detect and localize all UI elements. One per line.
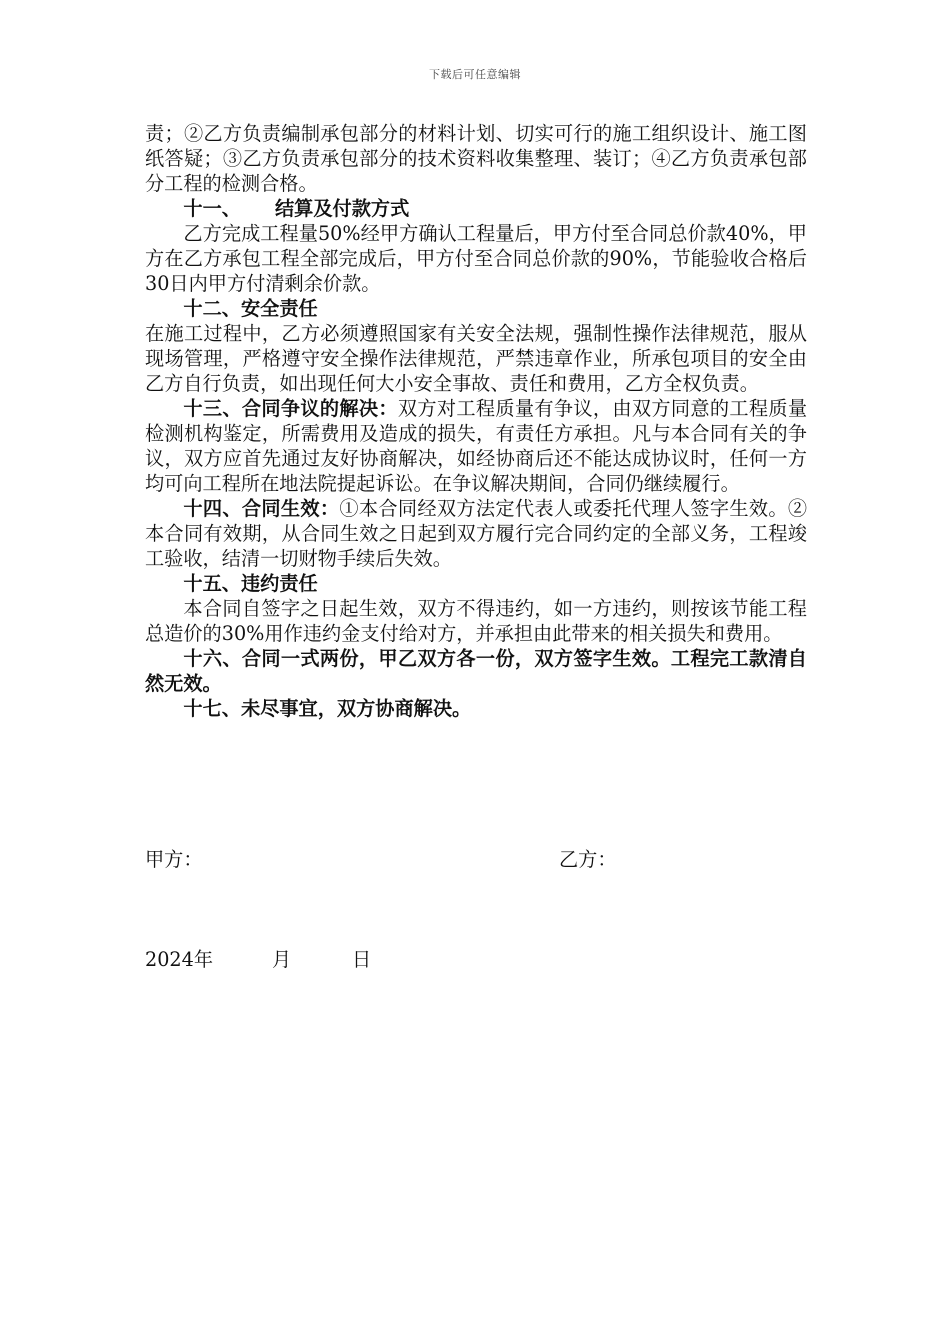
date-year: 2024年: [145, 948, 214, 971]
section-11-title: 结算及付款方式: [274, 197, 410, 220]
section-17: 十七、未尽事宜，双方协商解决。: [183, 697, 472, 720]
section-15-text: 本合同自签字之日起生效，双方不得违约，如一方违约，则按该节能工程总造价的30%用作违约金支付给对方，并承担由此带来的相关损失和费用。: [145, 597, 807, 645]
section-11-text: 乙方完成工程量50%经甲方确认工程量后，甲方付至合同总价款40%，甲方在乙方承包工程全部完成后，甲方付至合同总价款的90%，节能验收合格后30日内甲方付清剩余价款。: [145, 222, 807, 295]
date-day: 日: [352, 948, 372, 971]
contract-body: [145, 121, 807, 721]
section-14-title: 十四、合同生效：: [183, 497, 340, 520]
section-11-number: 十一、: [183, 197, 241, 220]
paragraph-continuation: 责；②乙方负责编制承包部分的材料计划、切实可行的施工组织设计、施工图纸答疑；③乙方负责承包部分的技术资料收集整理、装订；④乙方负责承包部分工程的检测合格。: [145, 122, 807, 195]
section-16: 十六、合同一式两份，甲乙双方各一份，双方签字生效。工程完工款清自然无效。: [145, 647, 807, 695]
section-12-heading: 十二、安全责任: [183, 297, 318, 320]
date-row: [145, 945, 545, 971]
section-13-text: 双方对工程质量有争议，由双方同意的工程质量检测机构鉴定，所需费用及造成的损失，有责任方承担。凡与本合同有关的争议，双方应首先通过友好协商解决，如经协商后还不能达成协议时，任何一方均可向工程所在地法院提起诉讼。在争议解决期间，合同仍继续履行。: [145, 397, 808, 495]
section-13-title: 十三、合同争议的解决：: [183, 397, 398, 420]
section-12-text: 在施工过程中，乙方必须遵照国家有关安全法规，强制性操作法律规范，服从现场管理，严格遵守安全操作法律规范，严禁违章作业，所承包项目的安全由乙方自行负责，如出现任何大小安全事故、责任和费用，乙方全权负责。: [145, 322, 807, 395]
section-14-text: ①本合同经双方法定代表人或委托代理人签字生效。②本合同有效期，从合同生效之日起到双方履行完合同约定的全部义务，工程竣工验收，结清一切财物手续后失效。: [145, 497, 808, 570]
party-b-signature-label: 乙方：: [559, 848, 617, 871]
section-15-heading: 十五、违约责任: [183, 572, 318, 595]
page-header: 下载后可任意编辑: [429, 68, 521, 81]
signature-row: [145, 845, 807, 871]
party-a-signature-label: 甲方：: [145, 848, 203, 871]
section-13: [145, 396, 807, 496]
section-11-heading: [145, 196, 807, 221]
date-month: 月: [272, 948, 292, 971]
section-14: [145, 496, 807, 571]
